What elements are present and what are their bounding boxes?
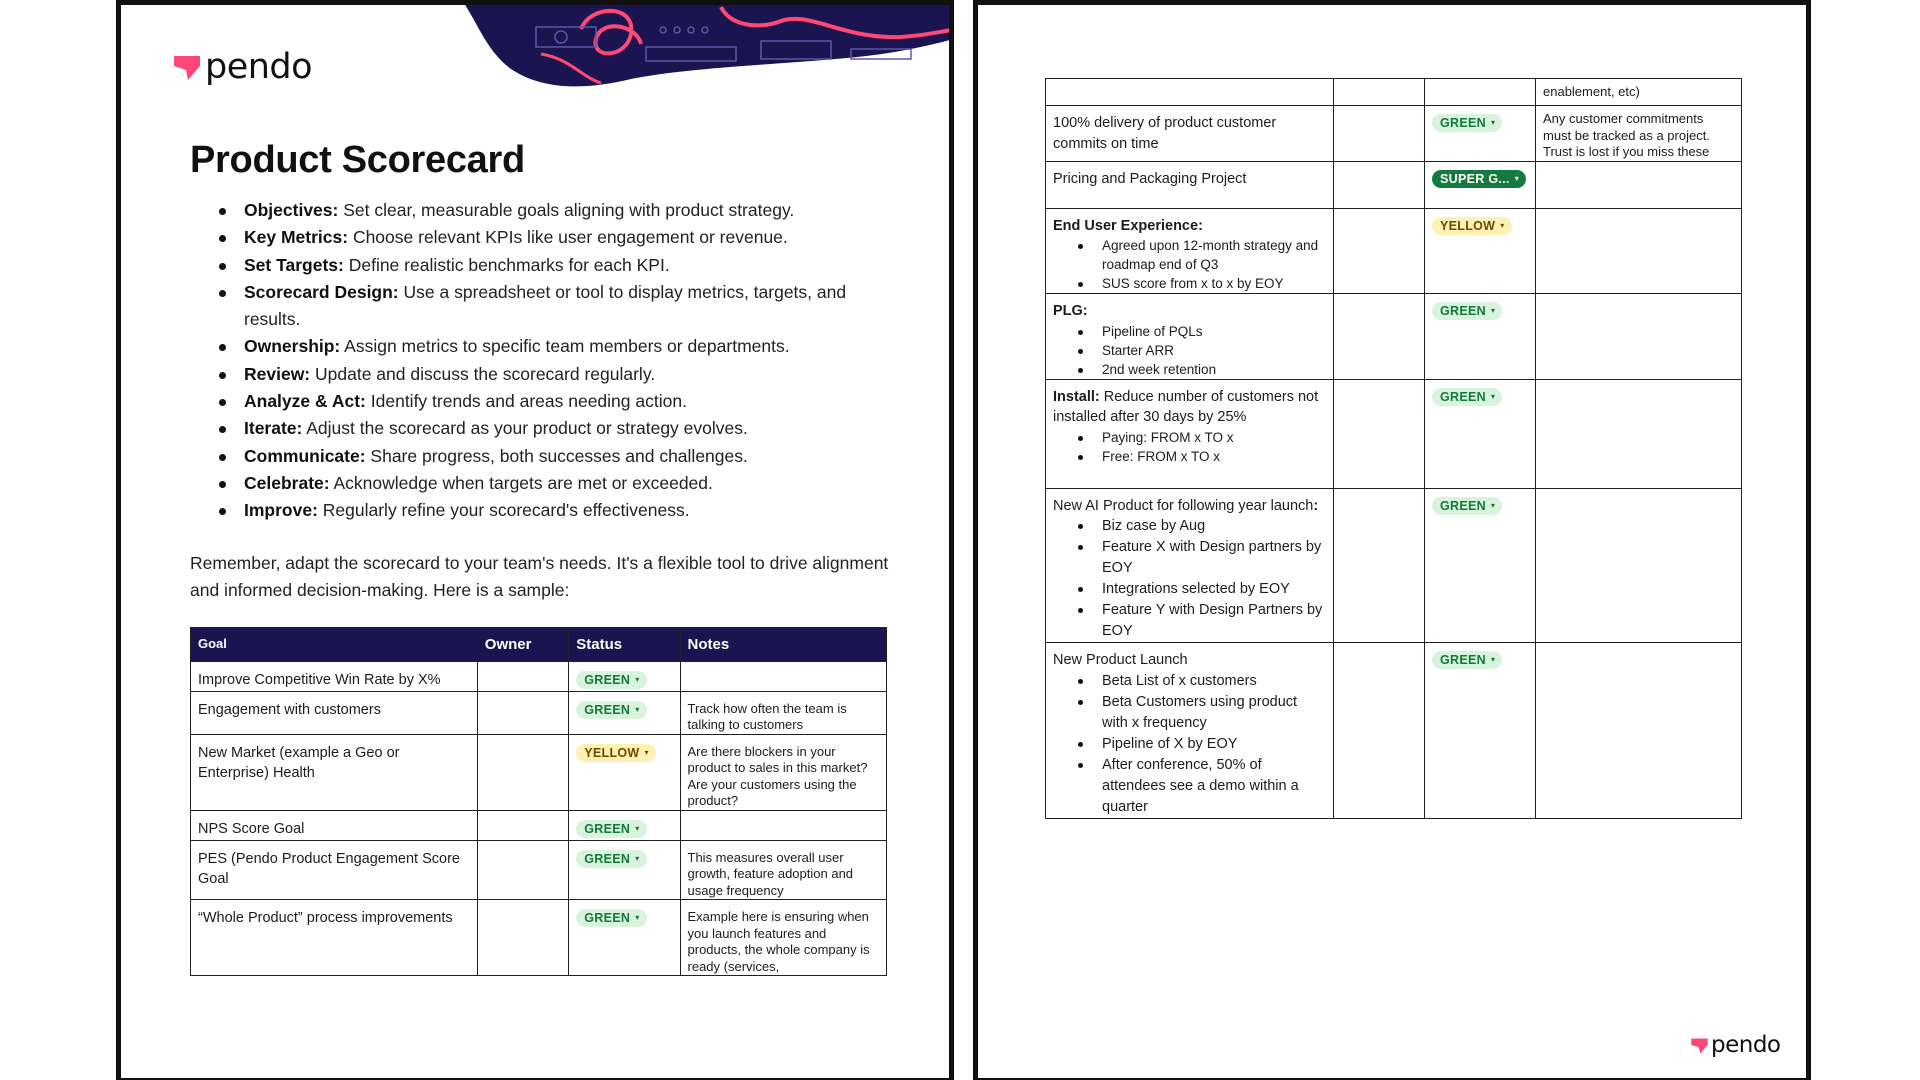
notes-cell: Are there blockers in your product to sales in this market? Are your customers using the product? [680, 734, 886, 810]
list-item: After conference, 50% of attendees see a demo within a quarter [1072, 755, 1326, 818]
list-item-text: Adjust the scorecard as your product or strategy evolves. [302, 418, 748, 439]
notes-cell [1536, 294, 1742, 380]
chevron-down-icon: ▾ [1490, 118, 1496, 127]
list-item [219, 470, 859, 497]
status-label: YELLOW [1440, 218, 1496, 233]
goal-cell [1046, 379, 1334, 488]
document-page-1 [116, 0, 954, 1080]
goal-heading: PLG: [1053, 303, 1088, 319]
header-goal: Goal [191, 628, 478, 662]
goal-cell [1046, 79, 1334, 106]
table-row [191, 691, 887, 734]
scorecard-table [190, 627, 887, 976]
notes-cell [1536, 161, 1742, 208]
status-dropdown[interactable] [1432, 170, 1526, 188]
goal-cell [1046, 208, 1334, 294]
notes-cell: Track how often the team is talking to customers [680, 691, 886, 734]
status-label: GREEN [584, 911, 631, 925]
chevron-down-icon: ▾ [635, 675, 640, 684]
owner-cell[interactable] [1334, 161, 1425, 208]
status-label: GREEN [1440, 116, 1486, 130]
goal-cell: NPS Score Goal [191, 810, 478, 840]
chevron-down-icon: ▾ [1500, 220, 1505, 230]
list-item: Starter ARR [1072, 341, 1326, 360]
list-item [219, 443, 859, 470]
table-header-row [191, 628, 887, 662]
list-item-term: Celebrate: [244, 472, 330, 493]
notes-cell [680, 810, 886, 840]
table-row [191, 662, 887, 692]
list-item-text: Use a spreadsheet or tool to display metrics, targets, and results. [244, 281, 847, 330]
status-cell [1425, 106, 1536, 162]
chevron-down-icon: ▾ [1490, 500, 1496, 510]
page-title: Product Scorecard [190, 139, 525, 181]
owner-cell[interactable] [1334, 79, 1425, 106]
goal-cell [1046, 488, 1334, 643]
owner-cell[interactable] [1334, 488, 1425, 643]
notes-cell [1536, 208, 1742, 294]
status-label: GREEN [584, 851, 631, 866]
table-row [191, 810, 887, 840]
owner-cell[interactable] [1334, 208, 1425, 294]
notes-cell: This measures overall user growth, feature adoption and usage frequency [680, 840, 886, 900]
goal-cell: New Market (example a Geo or Enterprise) Health [191, 734, 478, 810]
chevron-down-icon: ▾ [1514, 173, 1520, 183]
list-item [219, 361, 859, 388]
status-cell [1425, 79, 1536, 106]
notes-cell: Any customer commitments must be tracked as a project. Trust is lost if you miss these [1536, 106, 1742, 162]
chevron-down-icon: ▾ [635, 823, 640, 833]
owner-cell[interactable] [477, 662, 568, 692]
goal-heading: End User Experience: [1053, 217, 1203, 234]
goal-description: Reduce number of customers not installed after 30 days by 25% [1053, 388, 1319, 425]
notes-cell: Example here is ensuring when you launch features and products, the whole company is ready (services, [680, 900, 886, 976]
status-dropdown[interactable] [576, 671, 646, 689]
list-item: Beta List of x customers [1072, 671, 1326, 692]
goal-sub-list [1072, 671, 1326, 818]
pendo-logo-icon [1690, 1036, 1709, 1055]
table-row [1046, 643, 1742, 819]
pendo-footer-logo [1690, 1032, 1781, 1058]
status-label: GREEN [1440, 389, 1486, 404]
chevron-down-icon: ▾ [1490, 306, 1496, 315]
status-cell [569, 662, 680, 692]
owner-cell[interactable] [1334, 106, 1425, 162]
list-item-term: Set Targets: [244, 254, 344, 275]
chevron-down-icon: ▾ [1490, 655, 1496, 664]
list-item: SUS score from x to x by EOY [1072, 274, 1326, 293]
list-item: Pipeline of X by EOY [1072, 734, 1326, 755]
status-label: GREEN [584, 821, 631, 836]
notes-cell: enablement, etc) [1536, 79, 1742, 106]
list-item-text: Assign metrics to specific team members or departments. [340, 336, 790, 357]
goal-sub-list [1072, 428, 1326, 466]
table-row [1046, 294, 1742, 380]
list-item: Beta Customers using product with x frequency [1072, 692, 1326, 734]
goal-heading: Install: [1053, 388, 1100, 405]
status-cell [569, 810, 680, 840]
pendo-logo-icon [172, 52, 202, 82]
goal-description: New AI Product for following year launch [1053, 497, 1314, 514]
list-item-text: Define realistic benchmarks for each KPI. [343, 254, 670, 275]
status-cell [1425, 488, 1536, 643]
owner-cell[interactable] [1334, 294, 1425, 380]
list-item-term: Analyze & Act: [244, 391, 366, 412]
list-item [219, 279, 859, 334]
status-label: GREEN [1440, 304, 1486, 318]
goal-text [1053, 113, 1326, 154]
goal-cell: Engagement with customers [191, 691, 478, 734]
list-item-term: Ownership: [244, 336, 341, 357]
status-dropdown[interactable] [1432, 388, 1502, 406]
list-item: Agreed upon 12-month strategy and roadmap end of Q3 [1072, 236, 1326, 274]
status-label: SUPER G... [1440, 171, 1510, 186]
list-item-term: Scorecard Design: [244, 281, 399, 302]
list-item-term: Objectives: [244, 200, 339, 220]
status-cell [1425, 294, 1536, 380]
status-dropdown[interactable] [576, 850, 646, 868]
status-dropdown[interactable] [1432, 497, 1502, 515]
list-item [219, 415, 859, 442]
table-row [1046, 161, 1742, 208]
owner-cell[interactable] [477, 734, 568, 810]
table-row [1046, 106, 1742, 162]
list-item: Paying: FROM x TO x [1072, 428, 1326, 447]
status-cell [1425, 379, 1536, 488]
status-label: GREEN [584, 673, 631, 687]
list-item [219, 224, 859, 251]
status-dropdown[interactable] [1432, 217, 1512, 235]
goal-cell [1046, 161, 1334, 208]
pendo-logo [172, 47, 312, 87]
status-dropdown[interactable] [1432, 651, 1502, 669]
status-dropdown[interactable] [1432, 302, 1502, 320]
goal-text [1053, 301, 1326, 322]
list-item: 2nd week retention [1072, 360, 1326, 379]
goal-description: 100% delivery of product customer commits on time [1053, 115, 1277, 152]
owner-cell[interactable] [1334, 643, 1425, 819]
owner-cell[interactable] [477, 900, 568, 976]
list-item-term: Communicate: [244, 445, 366, 466]
document-page-2 [973, 0, 1811, 1080]
list-item: Integrations selected by EOY [1072, 579, 1326, 600]
goal-description: New Product Launch [1053, 652, 1188, 668]
list-item [219, 197, 859, 224]
list-item: Free: FROM x TO x [1072, 447, 1326, 466]
list-item: Pipeline of PQLs [1072, 322, 1326, 341]
status-label: GREEN [1440, 498, 1486, 513]
goal-text [1053, 496, 1326, 517]
table-row [1046, 488, 1742, 643]
list-item: Biz case by Aug [1072, 516, 1326, 537]
logo-wordmark: pendo [1711, 1032, 1781, 1058]
status-cell [1425, 643, 1536, 819]
goal-cell [1046, 294, 1334, 380]
list-item: Feature X with Design partners by EOY [1072, 537, 1326, 579]
status-label: GREEN [1440, 653, 1486, 667]
goal-cell: PES (Pendo Product Engagement Score Goal [191, 840, 478, 900]
goal-cell [1046, 643, 1334, 819]
owner-cell[interactable] [477, 840, 568, 900]
goal-text [1053, 169, 1326, 190]
table-row [191, 840, 887, 900]
list-item [219, 497, 859, 524]
status-cell [569, 691, 680, 734]
chevron-down-icon: ▾ [635, 704, 640, 714]
list-item-text: Acknowledge when targets are met or exceeded. [329, 472, 713, 493]
notes-cell [1536, 379, 1742, 488]
status-cell [569, 900, 680, 976]
header-illustration [431, 0, 954, 93]
status-dropdown[interactable] [1432, 114, 1502, 132]
header-owner: Owner [477, 628, 568, 662]
list-item-text: Identify trends and areas needing action. [365, 391, 687, 412]
list-item-term: Review: [244, 363, 311, 384]
chevron-down-icon: ▾ [635, 853, 640, 863]
goal-cell: “Whole Product” process improvements [191, 900, 478, 976]
table-row [191, 734, 887, 810]
table-row [1046, 379, 1742, 488]
list-item-term: Iterate: [244, 418, 303, 439]
intro-paragraph: Remember, adapt the scorecard to your team's needs. It's a flexible tool to drive alignment and informed decision-making. Here is a sample: [190, 553, 889, 601]
goal-sub-list [1072, 322, 1326, 379]
status-dropdown[interactable] [576, 744, 656, 762]
list-item-term: Improve: [244, 500, 318, 521]
header-status: Status [569, 628, 680, 662]
goal-text [1053, 216, 1326, 237]
list-item [219, 388, 859, 415]
list-item [219, 252, 859, 279]
chevron-down-icon: ▾ [1490, 391, 1496, 401]
list-item-text: Set clear, measurable goals aligning with product strategy. [338, 200, 795, 220]
table-row [191, 900, 887, 976]
notes-cell [680, 662, 886, 692]
chevron-down-icon: ▾ [635, 913, 640, 922]
goal-cell: Improve Competitive Win Rate by X% [191, 662, 478, 692]
list-item-text: Choose relevant KPIs like user engagement or revenue. [348, 227, 788, 248]
owner-cell[interactable] [1334, 379, 1425, 488]
status-cell [1425, 208, 1536, 294]
owner-cell[interactable] [477, 810, 568, 840]
list-item [219, 333, 859, 360]
status-cell [569, 840, 680, 900]
header-notes: Notes [680, 628, 886, 662]
status-cell [569, 734, 680, 810]
goal-description: Pricing and Packaging Project [1053, 170, 1247, 187]
notes-cell [1536, 643, 1742, 819]
status-cell [1425, 161, 1536, 208]
list-item: Feature Y with Design Partners by EOY [1072, 600, 1326, 642]
goal-text [1053, 387, 1326, 428]
table-row [1046, 208, 1742, 294]
list-item-text: Update and discuss the scorecard regularly. [310, 363, 656, 384]
list-item-text: Regularly refine your scorecard's effectiveness. [317, 500, 690, 521]
notes-cell [1536, 488, 1742, 643]
goal-sub-list [1072, 236, 1326, 293]
owner-cell[interactable] [477, 691, 568, 734]
status-dropdown[interactable] [576, 701, 646, 719]
goal-heading: : [1313, 497, 1319, 514]
list-item-text: Share progress, both successes and challenges. [365, 445, 748, 466]
list-item-term: Key Metrics: [244, 227, 349, 248]
guideline-list [219, 197, 859, 525]
status-label: GREEN [584, 702, 631, 717]
chevron-down-icon: ▾ [644, 747, 649, 757]
goal-cell [1046, 106, 1334, 162]
scorecard-table-continued [1045, 78, 1742, 819]
goal-text [1053, 650, 1326, 671]
goal-sub-list [1072, 516, 1326, 642]
status-dropdown[interactable] [576, 820, 646, 838]
status-dropdown[interactable] [576, 909, 646, 927]
table-row [1046, 79, 1742, 106]
logo-wordmark: pendo [205, 47, 313, 87]
status-label: YELLOW [584, 745, 640, 760]
